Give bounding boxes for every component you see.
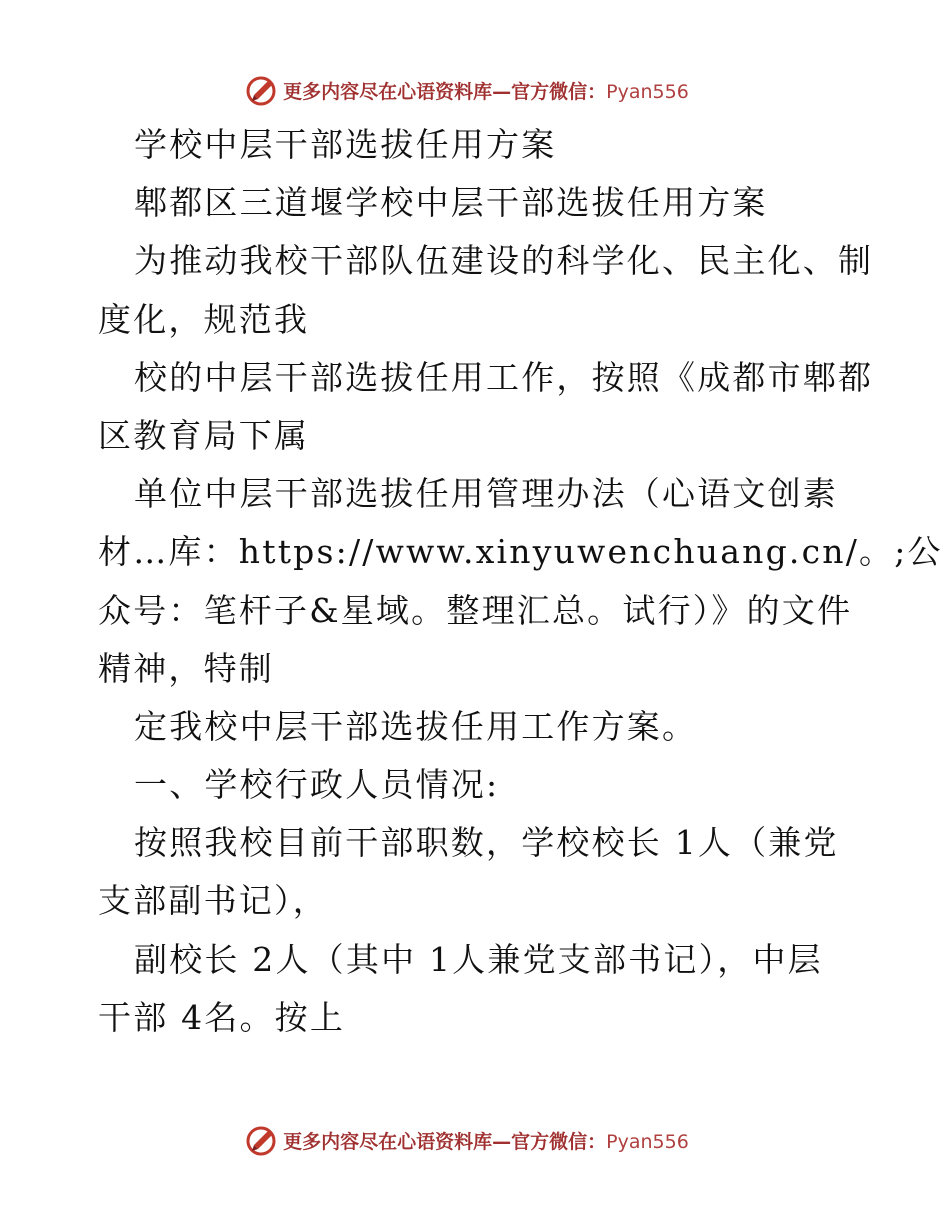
document-body — [98, 116, 943, 1047]
footer-banner — [0, 1120, 950, 1160]
paragraph-line: 干部 4名。按上 — [98, 997, 346, 1037]
paragraph-line: 按照我校目前干部职数，学校校长 1人（兼党 — [134, 823, 839, 863]
paragraph-line: 区教育局下属 — [98, 415, 310, 455]
paragraph-line: 众号：笔杆子&星域。整理汇总。试行）》的文件 — [98, 590, 853, 630]
pen-logo-icon — [245, 73, 279, 107]
wechat-id: Pyan556 — [606, 1130, 689, 1153]
section-heading: 一、学校行政人员情况: — [134, 765, 500, 805]
document-subtitle: 郫都区三道堰学校中层干部选拔任用方案 — [134, 183, 768, 223]
paragraph-line: 支部副书记）， — [98, 881, 328, 921]
banner-content — [245, 73, 689, 107]
paragraph-line: 度化，规范我 — [98, 299, 310, 339]
paragraph-line: 单位中层干部选拔任用管理办法（心语文创素 — [134, 474, 838, 514]
paragraph-line: 材…库：https://www.xinyuwenchuang.cn/。;公 — [98, 532, 943, 572]
wechat-id: Pyan556 — [606, 80, 689, 103]
document-title: 学校中层干部选拔任用方案 — [134, 125, 557, 164]
paragraph-line: 精神，特制 — [98, 648, 274, 688]
paragraph-line: 为推动我校干部队伍建设的科学化、民主化、制 — [134, 241, 874, 281]
header-banner — [0, 70, 950, 110]
paragraph-line: 副校长 2人（其中 1人兼党支部书记），中层 — [134, 939, 823, 979]
paragraph-line: 定我校中层干部选拔任用工作方案。 — [134, 706, 698, 746]
paragraph-line: 校的中层干部选拔任用工作，按照《成都市郫都 — [134, 357, 874, 397]
banner-text: 更多内容尽在心语资料库—官方微信：Pyan556 — [283, 1130, 689, 1153]
pen-logo-icon — [245, 1123, 279, 1157]
banner-content — [245, 1123, 689, 1157]
banner-text: 更多内容尽在心语资料库—官方微信：Pyan556 — [283, 80, 689, 103]
